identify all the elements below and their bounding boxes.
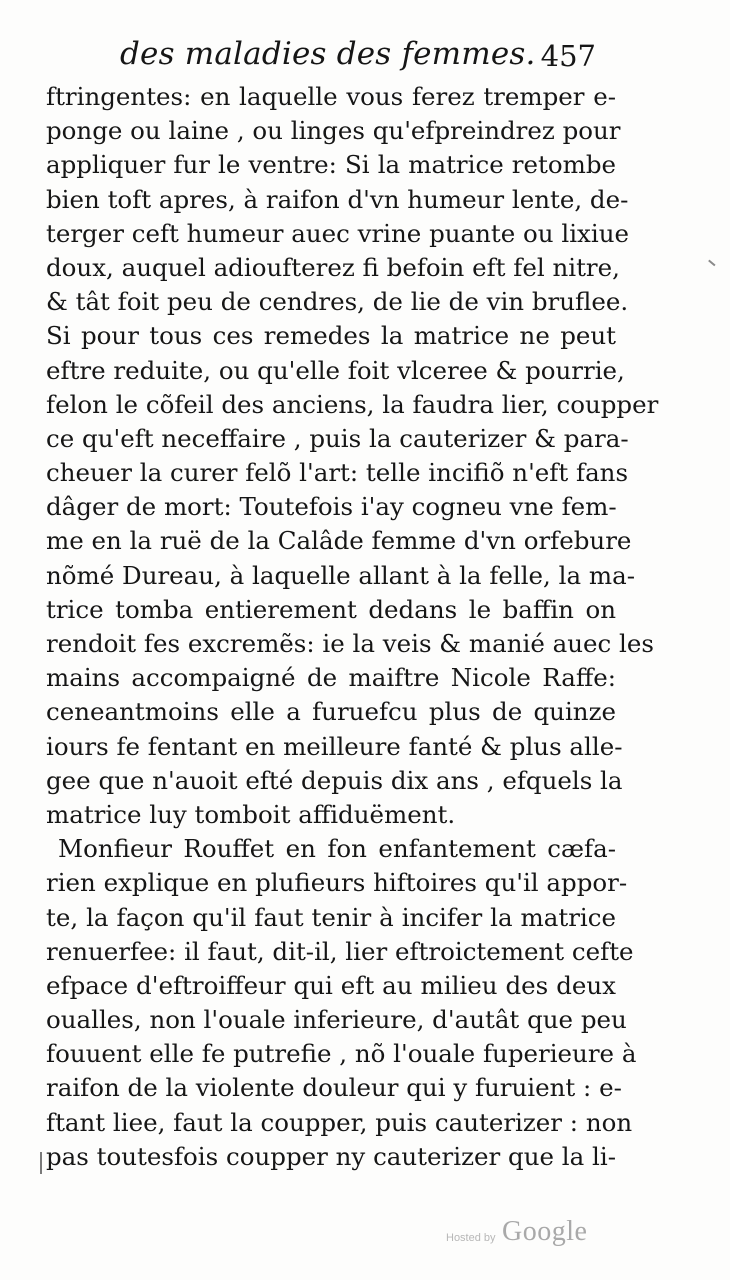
text-line: renuerfee: il faut, dit-il, lier eftroictement cefte	[46, 936, 634, 966]
text-line: nõmé Dureau, à laquelle allant à la felle, la ma-	[46, 560, 635, 590]
paragraph-last-line: matrice luy tomboit affiduëment.	[46, 799, 456, 829]
text-line: ftant liee, faut la coupper, puis cauterizer : non	[46, 1107, 633, 1137]
google-logo: Google	[502, 1216, 588, 1247]
text-line: te, la façon qu'il faut tenir à incifer la matrice	[46, 902, 616, 932]
scan-speck	[708, 260, 715, 266]
text-line: appliquer fur le ventre: Si la matrice retombe	[46, 150, 616, 180]
text-line: & tât foit peu de cendres, de lie de vin bruflee.	[46, 287, 629, 317]
text-line: terger ceft humeur auec vrine puante ou lixiue	[46, 218, 629, 248]
text-line: dâger de mort: Toutefois i'ay cogneu vne fem-	[46, 492, 617, 522]
running-title: des maladies des femmes.	[120, 36, 536, 72]
body-text	[46, 80, 659, 1174]
page-number: 457	[540, 39, 596, 73]
text-line: fouuent elle fe putrefie , nõ l'ouale fuperieure à	[46, 1039, 637, 1069]
text-line: trice tomba entierement dedans le baffin on	[46, 594, 616, 624]
text-line: ponge ou laine , ou linges qu'efpreindrez pour	[46, 116, 621, 146]
text-line: Si pour tous ces remedes la matrice ne peut	[46, 321, 616, 351]
text-line: ce qu'eft neceffaire , puis la cauterizer & para-	[46, 423, 629, 453]
text-line: ftringentes: en laquelle vous ferez tremper e-	[46, 82, 616, 111]
text-line: efpace d'eftroiffeur qui eft au milieu des deux	[46, 970, 616, 1000]
text-line: ceneantmoins elle a furuefcu plus de quinze	[46, 697, 616, 727]
google-credit	[446, 1216, 606, 1256]
text-line: mains accompaigné de maiftre Nicole Raffe:	[46, 663, 616, 693]
page-edge-mark	[40, 1152, 42, 1174]
text-line: rien explique en plufieurs hiftoires qu'il appor-	[46, 868, 628, 898]
text-line: bien toft apres, à raifon d'vn humeur lente, de-	[46, 184, 629, 214]
paragraph-first-line: Monfieur Rouffet en fon enfantement cæfa-	[58, 834, 616, 864]
hosted-by-label: Hosted by	[446, 1232, 496, 1244]
text-line: gee que n'auoit efté depuis dix ans , efquels la	[46, 765, 623, 795]
text-line: doux, auquel adioufterez fi befoin eft fel nitre,	[46, 252, 620, 282]
text-line: raifon de la violente douleur qui y furuient : e-	[46, 1073, 622, 1103]
text-line: felon le cõfeil des anciens, la faudra lier, coupper	[46, 389, 659, 419]
text-line: eftre reduite, ou qu'elle foit vlceree & pourrie,	[46, 355, 625, 385]
text-line: iours fe fentant en meilleure fanté & plus alle-	[46, 731, 623, 761]
text-line: me en la ruë de la Calâde femme d'vn orfebure	[46, 526, 632, 556]
text-line: pas toutesfois coupper ny cauterizer que la li-	[46, 1141, 616, 1171]
text-line: oualles, non l'ouale inferieure, d'autât que peu	[46, 1005, 627, 1035]
page-header	[120, 32, 610, 78]
text-line: cheuer la curer felõ l'art: telle incifiõ n'eft fans	[46, 458, 629, 488]
text-line: rendoit fes excremẽs: ie la veis & manié auec les	[46, 629, 654, 658]
